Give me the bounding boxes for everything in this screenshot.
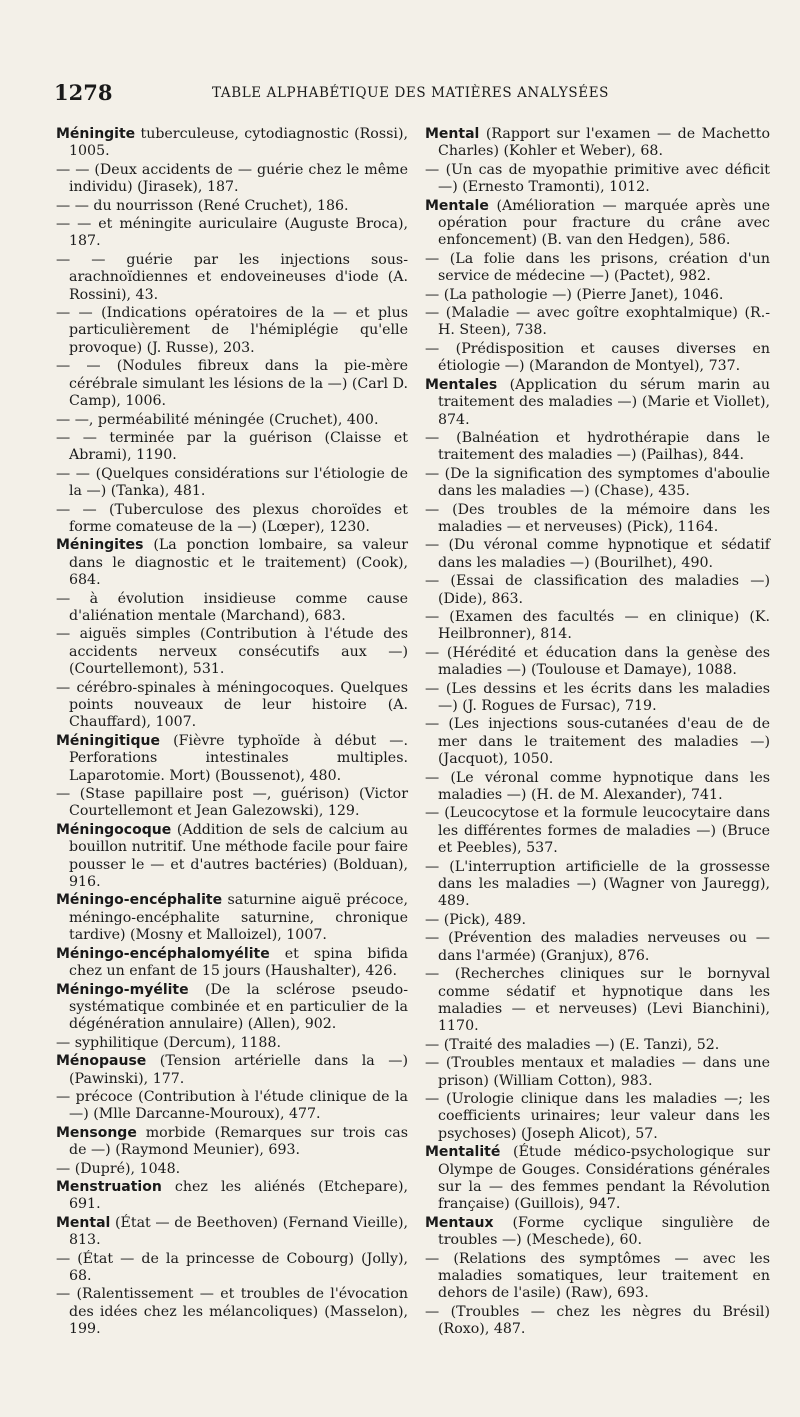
entry-text: — aiguës simples (Contribution à l'étude des accidents nerveux consécutifs aux —) (Courtellemont), 531. [56, 626, 408, 678]
index-entry [425, 1091, 770, 1143]
index-entry [56, 733, 408, 785]
index-entry [425, 377, 770, 429]
entry-text: — (Pick), 489. [425, 911, 527, 928]
entry-text: — —, perméabilité méningée (Cruchet), 400. [56, 411, 379, 428]
page-number: 1278 [54, 80, 113, 105]
index-entry [56, 537, 408, 589]
index-entry [425, 912, 770, 929]
entry-text: — (Ralentissement — et troubles de l'évocation des idées chez les mélancoliques) (Masselon), 199. [56, 1286, 408, 1338]
entry-text: — — terminée par la guérison (Claisse et Abrami), 1190. [56, 429, 408, 464]
entry-headword: Mental [56, 1214, 111, 1231]
entry-text: — (Les dessins et les écrits dans les maladies —) (J. Rogues de Fursac), 719. [425, 680, 770, 714]
entry-headword: Méningo-myélite [56, 981, 189, 998]
index-entry [425, 859, 770, 911]
entry-text: (Amélioration — marquée après une opération pour fracture du crâne avec enfoncement) (B. van den Hedgen), 586. [438, 197, 770, 249]
entry-text: — (Un cas de myopathie primitive avec déficit —) (Ernesto Tramonti), 1012. [425, 161, 770, 196]
index-entry [425, 287, 770, 304]
entry-text: — (Examen des facultés — en clinique) (K. Heilbronner), 814. [425, 608, 770, 643]
entry-text: — (Dupré), 1048. [56, 1160, 181, 1177]
entry-text: — (Essai de classification des maladies —) (Dide), 863. [425, 573, 770, 607]
entry-text: — (Du véronal comme hypnotique et sédatif dans les maladies —) (Bourilhet), 490. [425, 537, 770, 571]
entry-headword: Méningites [56, 537, 144, 554]
entry-text: — (Les injections sous-cutanées d'eau de de mer dans le traitement des maladies —) (Jacquot), 1050. [425, 716, 770, 768]
entry-text: (Fièvre typhoïde à début —. Perforations intestinales multiples. Laparotomie. Mort) (Boussenot), 480. [69, 732, 408, 784]
index-entry [425, 645, 770, 680]
entry-text: — (Hérédité et éducation dans la genèse des maladies —) (Toulouse et Damaye), 1088. [425, 644, 770, 679]
entry-text: (Étude médico-psychologique sur Olympe de Gouges. Considérations générales sur la — des femmes pendant la Révolution française) (Guillois), 947. [438, 1144, 770, 1213]
index-entry [56, 1053, 408, 1088]
entry-text: — (Prévention des maladies nerveuses ou — dans l'armée) (Granjux), 876. [425, 930, 770, 964]
index-entry [425, 1055, 770, 1090]
entry-text: — cérébro-spinales à méningocoques. Quelques points nouveaux de leur histoire (A. Chauffard), 1007. [56, 679, 408, 731]
index-entry [56, 1251, 408, 1286]
entry-text: — précoce (Contribution à l'étude clinique de la —) (Mlle Darcanne-Mouroux), 477. [56, 1088, 408, 1123]
index-entry [56, 216, 408, 251]
index-entry [56, 1035, 408, 1052]
entry-text: — (État — de la princesse de Cobourg) (Jolly), 68. [56, 1250, 408, 1284]
entry-text: — (Troubles — chez les nègres du Brésil) (Roxo), 487. [425, 1303, 770, 1338]
index-entry [425, 966, 770, 1036]
entry-text: — — (Nodules fibreux dans la pie-mère cérébrale simulant les lésions de la —) (Carl D. Camp), 1006. [56, 358, 408, 410]
index-entry [56, 982, 408, 1034]
entry-text: (Addition de sels de calcium au bouillon nutritif. Une méthode facile pour faire pousser le — et d'autres bactéries) (Bolduan), 916. [69, 821, 408, 891]
index-entry [56, 162, 408, 197]
entry-headword: Mensonge [56, 1124, 137, 1141]
index-entry [56, 252, 408, 304]
index-entry [56, 1179, 408, 1214]
index-entry [425, 502, 770, 537]
entry-text: (La ponction lombaire, sa valeur dans le diagnostic et le traitement) (Cook), 684. [69, 537, 408, 589]
index-entry [425, 198, 770, 250]
entry-text: tuberculeuse, cytodiagnostic (Rossi), 1005. [69, 126, 408, 160]
entry-text: morbide (Remarques sur trois cas de —) (Raymond Meunier), 693. [69, 1124, 408, 1159]
entry-text: chez les aliénés (Etchepare), 691. [69, 1178, 408, 1213]
index-entry [425, 609, 770, 644]
index-entry [425, 162, 770, 197]
entry-text: et spina bifida chez un enfant de 15 jours (Haushalter), 426. [69, 945, 408, 980]
entry-headword: Mental [425, 126, 480, 142]
entry-text: — (Stase papillaire post —, guérison) (Victor Courtellemont et Jean Galezowski), 129. [56, 786, 408, 820]
entry-text: (État — de Beethoven) (Fernand Vieille), 813. [69, 1214, 408, 1249]
index-entry [56, 1161, 408, 1178]
index-entry [425, 251, 770, 286]
index-entry [56, 892, 408, 944]
index-entry [56, 591, 408, 626]
index-entry [425, 805, 770, 857]
index-entry [425, 1304, 770, 1339]
left-column [56, 126, 408, 1340]
entry-text: — — guérie par les injections sous-arachnoïdiennes et endoveineuses d'iode (A. Rossini), 43. [56, 251, 408, 303]
index-entry [425, 1037, 770, 1054]
index-entry [56, 502, 408, 537]
entry-headword: Mentalité [425, 1144, 501, 1161]
entry-headword: Méningite [56, 126, 136, 142]
entry-headword: Mentaux [425, 1214, 494, 1231]
entry-text: — — (Quelques considérations sur l'étiologie de la —) (Tanka), 481. [56, 465, 408, 500]
index-entry [425, 930, 770, 965]
index-entry [425, 126, 770, 161]
index-entry [425, 466, 770, 501]
index-entry [56, 822, 408, 892]
entry-headword: Méningocoque [56, 821, 172, 838]
index-entry [56, 358, 408, 410]
entry-text: — (Des troubles de la mémoire dans les maladies — et nerveuses) (Pick), 1164. [425, 501, 770, 535]
index-entry [56, 786, 408, 821]
entry-text: — (Recherches cliniques sur le bornyval comme sédatif et hypnotique dans les maladies — et nerveuses) (Levi Bianchini), 1170. [425, 966, 770, 1035]
index-entry [425, 305, 770, 340]
index-entry [425, 770, 770, 805]
entry-headword: Méningo-encéphalite [56, 892, 223, 909]
index-entry [56, 430, 408, 465]
index-entry [56, 1089, 408, 1124]
entry-headword: Mentales [425, 376, 498, 393]
index-entry [56, 946, 408, 981]
entry-text: — (Prédisposition et causes diverses en étiologie —) (Marandon de Montyel), 737. [425, 340, 770, 375]
right-column [425, 126, 770, 1340]
entry-text: — à évolution insidieuse comme cause d'aliénation mentale (Marchand), 683. [56, 590, 408, 624]
index-entry [425, 716, 770, 768]
index-entry [56, 680, 408, 732]
index-entry [56, 626, 408, 678]
entry-text: — (La pathologie —) (Pierre Janet), 1046. [425, 286, 724, 303]
entry-text: — (Urologie clinique dans les maladies —; les coefficients urinaires; leur valeur dans les psychoses) (Joseph Alicot), 57. [425, 1090, 770, 1142]
running-title: TABLE ALPHABÉTIQUE DES MATIÈRES ANALYSÉES [212, 85, 610, 101]
index-entry [56, 198, 408, 215]
entry-text: — — (Indications opératoires de la — et plus particulièrement de l'hémiplégie qu'elle provoque) (J. Russe), 203. [56, 305, 408, 356]
index-entry [425, 573, 770, 608]
entry-text: (Application du sérum marin au traitement des maladies —) (Marie et Viollet), 874. [438, 376, 770, 428]
entry-headword: Menstruation [56, 1178, 162, 1195]
entry-text: (De la sclérose pseudo-systématique combinée et en particulier de la dégénération annulaire) (Allen), 902. [69, 981, 408, 1033]
index-entry [56, 1286, 408, 1338]
index-entry [425, 341, 770, 376]
entry-headword: Méningo-encéphalomyélite [56, 945, 270, 962]
entry-text: — (Le véronal comme hypnotique dans les maladies —) (H. de M. Alexander), 741. [425, 769, 770, 804]
index-entry [56, 1215, 408, 1250]
entry-text: saturnine aiguë précoce, méningo-encéphalite saturnine, chronique tardive) (Mosny et Malloizel), 1007. [69, 892, 408, 944]
index-entry [56, 1125, 408, 1160]
entry-text: — (Traité des maladies —) (E. Tanzi), 52. [425, 1036, 720, 1053]
entry-text: — (Relations des symptômes — avec les maladies somatiques, leur traitement en dehors de l'asile) (Raw), 693. [425, 1250, 770, 1302]
index-entry [425, 537, 770, 572]
index-entry [425, 1144, 770, 1214]
entry-text: — (Troubles mentaux et maladies — dans une prison) (William Cotton), 983. [425, 1055, 770, 1089]
entry-text: — (L'interruption artificielle de la grossesse dans les maladies —) (Wagner von Jauregg), 489. [425, 858, 770, 910]
index-entry [56, 412, 408, 429]
index-entry [56, 305, 408, 357]
index-entry [56, 126, 408, 161]
entry-text: (Tension artérielle dans la —) (Pawinski), 177. [69, 1053, 408, 1087]
index-entry [425, 1215, 770, 1250]
entry-text: — — (Deux accidents de — guérie chez le même individu) (Jirasek), 187. [56, 161, 408, 196]
entry-text: — (Balnéation et hydrothérapie dans le traitement des maladies —) (Pailhas), 844. [425, 429, 770, 464]
index-entry [425, 681, 770, 716]
index-entry [56, 466, 408, 501]
entry-text: — — (Tuberculose des plexus choroïdes et forme comateuse de la —) (Lœper), 1230. [56, 501, 408, 535]
index-entry [425, 1251, 770, 1303]
entry-headword: Ménopause [56, 1053, 147, 1070]
page-header [54, 80, 760, 106]
entry-headword: Méningitique [56, 732, 160, 749]
entry-text: (Forme cyclique singulière de troubles —) (Meschede), 60. [438, 1214, 770, 1249]
entry-text: — (De la signification des symptomes d'aboulie dans les maladies —) (Chase), 435. [425, 465, 770, 500]
entry-headword: Mentale [425, 197, 489, 214]
index-entry [425, 430, 770, 465]
entry-text: — (La folie dans les prisons, création d'un service de médecine —) (Pactet), 982. [425, 250, 770, 285]
entry-text: — (Maladie — avec goître exophtalmique) (R.-H. Steen), 738. [425, 305, 770, 339]
entry-text: — (Leucocytose et la formule leucocytaire dans les différentes formes de maladies —) (Bruce et Peebles), 537. [425, 805, 770, 857]
entry-text: — — du nourrisson (René Cruchet), 186. [56, 197, 349, 214]
entry-text: — syphilitique (Dercum), 1188. [56, 1034, 281, 1051]
entry-text: — — et méningite auriculaire (Auguste Broca), 187. [56, 216, 408, 250]
entry-text: (Rapport sur l'examen — de Machetto Charles) (Kohler et Weber), 68. [438, 126, 770, 160]
